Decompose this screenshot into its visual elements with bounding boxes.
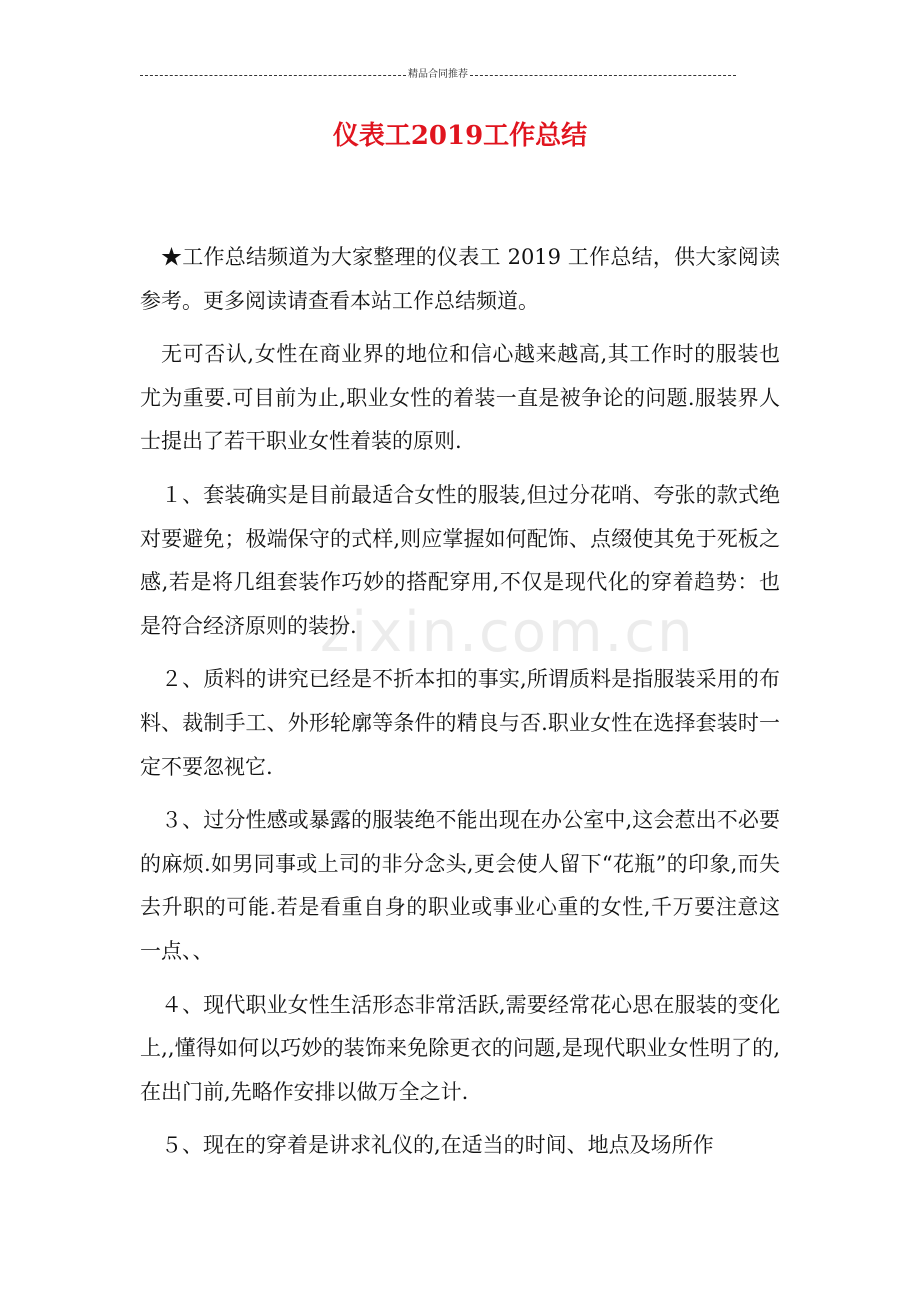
- header-dashes-right: [470, 75, 736, 76]
- paragraph-item-2: ２、质料的讲究已经是不折本扣的事实,所谓质料是指服装采用的布料、裁制手工、外形轮廓等条件的精良与否.职业女性在选择套装时一定不要忽视它.: [140, 667, 780, 779]
- watermark: zixin.com.cn: [320, 600, 695, 665]
- paragraph-item-1: １、套装确实是目前最适合女性的服装,但过分花哨、夸张的款式绝对要避免；极端保守的式样,则应掌握如何配饰、点缀使其免于死板之感,若是将几组套装作巧妙的搭配穿用,不仅是现代化的穿着趋势：也是符合经济原则的装扮.: [140, 482, 780, 638]
- paragraph-item-3: ３、过分性感或暴露的服装绝不能出现在办公室中,这会惹出不必要的麻烦.如男同事或上司的非分念头,更会使人留下“花瓶”的印象,而失去升职的可能.若是看重自身的职业或事业心重的女性,千万要注意这一点、、: [140, 808, 780, 963]
- page-header: [140, 68, 736, 82]
- header-dashes-left: [140, 75, 406, 76]
- paragraph-item-4: ４、现代职业女性生活形态非常活跃,需要经常花心思在服装的变化上,,懂得如何以巧妙的装饰来免除更衣的问题,是现代职业女性明了的,在出门前,先略作安排以做万全之计.: [140, 992, 780, 1104]
- paragraph: 无可否认,女性在商业界的地位和信心越来越高,其工作时的服装也尤为重要.可目前为止,职业女性的着装一直是被争论的问题.服装界人士提出了若干职业女性着装的原则.: [140, 342, 780, 454]
- paragraph-intro: ★工作总结频道为大家整理的仪表工 2019 工作总结，供大家阅读参考。更多阅读请查看本站工作总结频道。: [140, 245, 780, 313]
- document-body: [140, 236, 780, 1178]
- header-label: 精品合同推荐: [408, 69, 468, 80]
- paragraph-item-5: ５、现在的穿着是讲求礼仪的,在适当的时间、地点及场所作: [161, 1133, 714, 1158]
- document-title: 仪表工2019工作总结: [332, 121, 588, 151]
